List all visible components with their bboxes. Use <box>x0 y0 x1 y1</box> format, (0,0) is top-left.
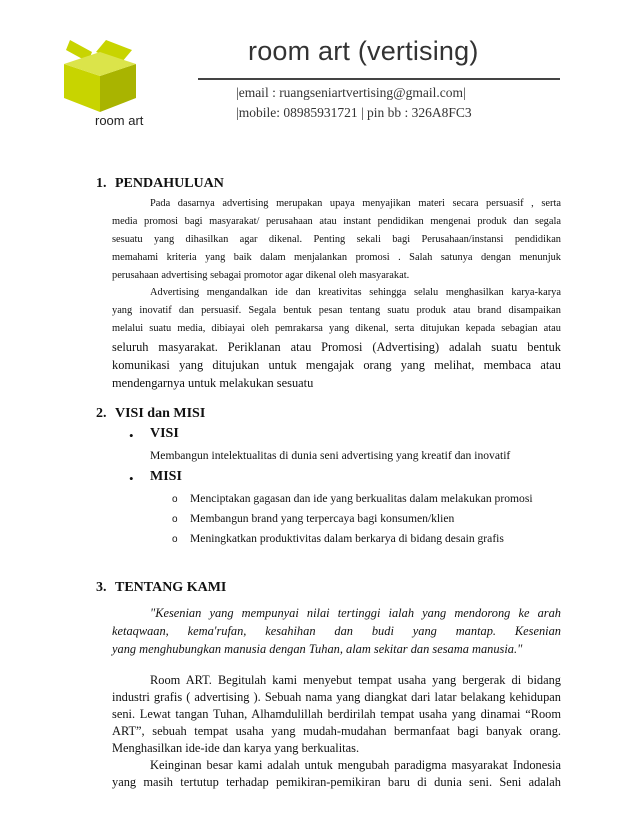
paragraph-line: memahami kriteria yang baik dalam menjalankan promosi . Salah satunya dengan menunjuk <box>112 252 561 263</box>
section-heading-tentang-kami <box>96 580 226 596</box>
paragraph-line: sesuatu yang dihasilkan agar dikenal. Penting sekali bagi Perusahaan/instansi pendidikan <box>112 234 561 245</box>
section-number: 3. <box>96 580 107 595</box>
email-line: |email : ruangseniartvertising@gmail.com| <box>236 85 466 100</box>
misi-item: Membangun brand yang terpercaya bagi konsumen/klien <box>190 512 455 525</box>
paragraph-line: komunikasi yang ditujukan untuk mengajak orang yang melihat, membaca atau <box>112 358 561 372</box>
paragraph-line: Keinginan besar kami adalah untuk mengubah paradigma masyarakat Indonesia <box>150 758 561 772</box>
paragraph-line: perusahaan advertising sebagai promotor agar dikenal oleh masyarakat. <box>112 270 410 281</box>
sub-bullet-icon: o <box>172 534 178 545</box>
mobile-line: |mobile: 08985931721 | pin bb : 326A8FC3 <box>236 105 472 120</box>
sub-bullet-icon: o <box>172 494 178 505</box>
misi-item: Menciptakan gagasan dan ide yang berkualitas dalam melakukan promosi <box>190 492 533 505</box>
sub-bullet-icon: o <box>172 514 178 525</box>
paragraph-line: industri grafis ( advertising ). Sebuah nama yang diangkat dari latar belakang kehidupan <box>112 690 561 704</box>
paragraph-line: yang inovatif dan persuasif. Segala bentuk pesan tentang suatu produk atau brand disampaikan <box>112 305 561 316</box>
visi-text: Membangun intelektualitas di dunia seni advertising yang kreatif dan inovatif <box>150 449 511 462</box>
paragraph-line: Pada dasarnya advertising merupakan upaya menyajikan materi secara persuasif , serta <box>150 198 561 209</box>
paragraph-line: seni. Lewat tangan Tuhan, Alhamdulillah berdirilah tempat usaha yang dinamai “Room <box>112 707 561 721</box>
section-number: 2. <box>96 406 107 421</box>
header-divider <box>198 78 560 80</box>
room-art-logo-icon <box>62 36 140 114</box>
visi-label: VISI <box>150 426 179 441</box>
bullet-icon: • <box>129 471 134 486</box>
paragraph-line: yang masih tertutup terhadap pemikiran-pemikiran baru di dunia seni. Seni adalah <box>112 775 561 789</box>
section-title: PENDAHULUAN <box>115 176 224 191</box>
paragraph-line: Advertising mengandalkan ide dan kreativitas sehingga selalu menghasilkan karya-karya <box>150 287 561 298</box>
paragraph-line: Menghasilkan ide-ide dan karya yang berkualitas. <box>112 741 360 755</box>
paragraph-line: ART”, sebuah tempat usaha yang mudah-mudahan bermanfaat bagi banyak orang. <box>112 724 561 738</box>
paragraph-line: media promosi bagi masyarakat/ perusahaan atau instant pendidikan mengenai produk dan segala <box>112 216 561 227</box>
misi-label: MISI <box>150 469 182 484</box>
quote-line: yang menghubungkan manusia dengan Tuhan, alam sekitar dan sesama manusia." <box>112 642 523 656</box>
paragraph-line: seluruh masyarakat. Periklanan atau Promosi (Advertising) adalah suatu bentuk <box>112 340 561 354</box>
paragraph-line: melalui suatu media, dibiayai oleh pemrakarsa yang dikenal, serta ditujukan kepada sebagian atau <box>112 323 561 334</box>
section-heading-pendahuluan <box>96 176 224 192</box>
section-title: VISI dan MISI <box>115 406 206 421</box>
section-title: TENTANG KAMI <box>115 580 227 595</box>
paragraph-line: Room ART. Begitulah kami menyebut tempat usaha yang bergerak di bidang <box>150 673 561 687</box>
quote-line: ketaqwaan, kema'rufan, kesahihan dan budi yang mantap. Kesenian <box>112 624 561 638</box>
paragraph-line: mendengarnya untuk melakukan sesuatu <box>112 376 314 390</box>
section-heading-visi-misi <box>96 406 205 422</box>
quote-line: "Kesenian yang mempunyai nilai tertinggi ialah yang mendorong ke arah <box>150 606 561 620</box>
misi-item: Meningkatkan produktivitas dalam berkarya di bidang desain grafis <box>190 532 504 545</box>
section-number: 1. <box>96 176 107 191</box>
bullet-icon: • <box>129 428 134 443</box>
brand-title: room art (vertising) <box>248 36 479 66</box>
logo-label: room art <box>95 113 144 128</box>
